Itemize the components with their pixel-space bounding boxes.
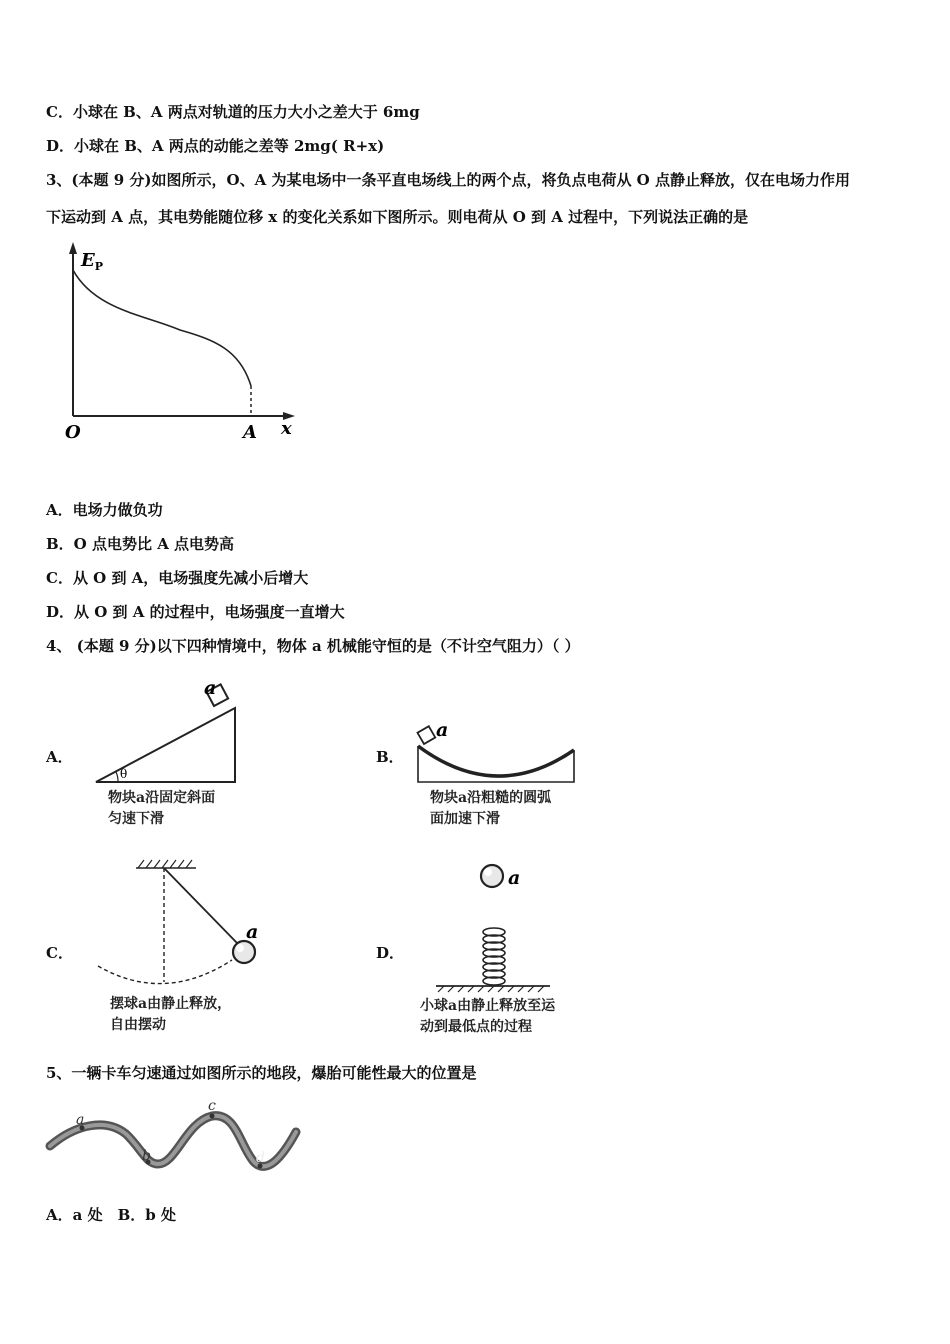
road-point-d: d bbox=[256, 1150, 265, 1166]
q4-figure-c-pendulum bbox=[92, 856, 272, 986]
q3-option-d: D．从 O 到 A 的过程中，电场强度一直增大 bbox=[46, 603, 345, 621]
graph-point-a-label: A bbox=[243, 422, 257, 443]
caption-b: 物块a沿粗糙的圆弧 面加速下滑 bbox=[430, 790, 552, 827]
q5-stem: 5、一辆卡车匀速通过如图所示的地段，爆胎可能性最大的位置是 bbox=[46, 1064, 477, 1082]
q4-stem: 4、 (本题 9 分)以下四种情境中，物体 a 机械能守恒的是（不计空气阻力）（ ） bbox=[46, 637, 580, 655]
q4-label-b: B． bbox=[376, 748, 404, 766]
graph-xlabel: x bbox=[281, 418, 292, 439]
caption-a: 物块a沿固定斜面 匀速下滑 bbox=[108, 790, 216, 827]
q4-figure-a-incline bbox=[90, 676, 250, 786]
caption-c: 摆球a由静止释放， 自由摆动 bbox=[110, 996, 232, 1033]
ball-d-label: a bbox=[508, 867, 521, 889]
q3-option-a: A．电场力做负功 bbox=[46, 501, 163, 519]
q5-road-figure bbox=[46, 1096, 306, 1182]
road-point-b: b bbox=[142, 1148, 151, 1164]
option-d-prev: D．小球在 B、A 两点的动能之差等 2mg( R+x) bbox=[46, 137, 385, 155]
graph-origin-label: O bbox=[65, 422, 81, 443]
q3-stem-line1: 3、(本题 9 分)如图所示，O、A 为某电场中一条平直电场线上的两个点，将负点电荷从 O 点静止释放，仅在电场力作用 bbox=[46, 171, 850, 189]
q4-label-a: A． bbox=[46, 748, 73, 766]
q4-figure-b-arc bbox=[412, 716, 582, 788]
ball-c-label: a bbox=[246, 921, 259, 943]
road-point-a: a bbox=[76, 1112, 85, 1128]
block-b-label: a bbox=[436, 719, 449, 741]
graph-ylabel: $E_P$ bbox=[81, 250, 104, 273]
theta-label: θ bbox=[120, 767, 128, 781]
q4-figure-d-spring bbox=[434, 860, 554, 994]
road-point-c: c bbox=[208, 1098, 216, 1114]
block-a-label: a bbox=[204, 677, 217, 699]
q4-label-d: D． bbox=[376, 944, 405, 962]
option-c-prev: C．小球在 B、A 两点对轨道的压力大小之差大于 6mg bbox=[46, 103, 420, 121]
caption-d: 小球a由静止释放至运 动到最低点的过程 bbox=[420, 998, 556, 1035]
q3-stem-line2: 下运动到 A 点，其电势能随位移 x 的变化关系如下图所示。则电荷从 O 到 A 过程中，下列说法正确的是 bbox=[46, 208, 749, 226]
q4-label-c: C． bbox=[46, 944, 73, 962]
q3-option-b: B．O 点电势比 A 点电势高 bbox=[46, 535, 235, 553]
q5-options: A．a 处 B．b 处 bbox=[46, 1206, 176, 1224]
q3-option-c: C．从 O 到 A，电场强度先减小后增大 bbox=[46, 569, 309, 587]
q3-ep-graph bbox=[55, 240, 305, 450]
